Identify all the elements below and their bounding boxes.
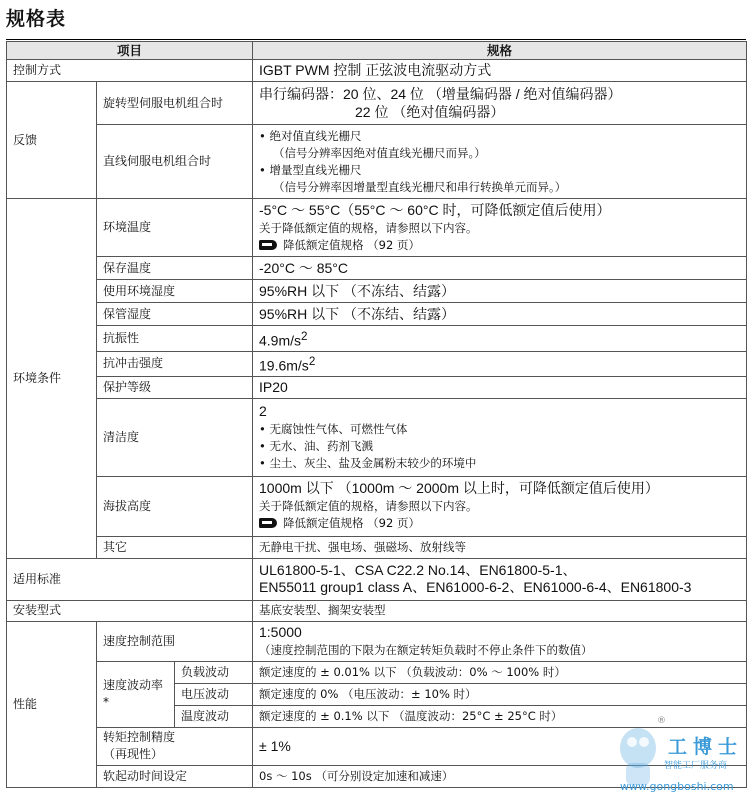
header-spec: 规格 — [253, 42, 747, 60]
speed-fluct-label: 速度波动率 — [103, 678, 164, 693]
sub-label: 保护等级 — [97, 376, 253, 398]
reference-line — [259, 238, 420, 252]
row-label: 性能 — [7, 621, 97, 787]
vibration-value: 4.9m/s — [259, 332, 302, 349]
sub-label: 保管湿度 — [97, 303, 253, 326]
reference-text: 降低额定值规格 （92 页） — [283, 237, 420, 252]
spec-table — [6, 41, 747, 788]
shock-value: 19.6m/s — [259, 357, 309, 374]
superscript: 2 — [301, 329, 308, 343]
bullet-line: • 无腐蚀性气体、可燃性气体 — [259, 421, 408, 436]
note-line: （信号分辨率因增量型直线光栅尺和串行转换单元而异。） — [273, 179, 567, 194]
pointing-hand-icon — [259, 240, 277, 250]
row-value: 额定速度的 0% （电压波动：± 10% 时） — [253, 683, 747, 705]
table-row — [7, 199, 747, 257]
row-value: 0s ～ 10s （可分别设定加速和减速） — [253, 765, 747, 787]
table-row — [7, 125, 747, 199]
value-line: 串行编码器：20 位、24 位 （增量编码器 / 绝对值编码器） — [259, 85, 622, 102]
value-line: 1:5000 — [259, 623, 302, 640]
value-line: 1000m 以下 （1000m ～ 2000m 以上时，可降低额定值后使用） — [259, 480, 659, 497]
superscript: 2 — [308, 355, 316, 368]
sub-label: 保存温度 — [97, 257, 253, 280]
table-header — [7, 42, 747, 60]
row-value — [253, 558, 747, 600]
note-line: 关于降低额定值的规格，请参照以下内容。 — [259, 220, 478, 235]
row-label: 反馈 — [7, 82, 97, 199]
sub-label: 环境温度 — [97, 199, 253, 257]
sub-sub-label: 温度波动 — [175, 705, 253, 727]
table-row — [7, 82, 747, 125]
table-row — [7, 536, 747, 558]
table-row — [7, 398, 747, 476]
bullet-line: • 增量型直线光栅尺 — [259, 162, 362, 177]
top-rule — [6, 39, 746, 40]
table-row — [7, 280, 747, 303]
table-row — [7, 476, 747, 536]
sub-label: 使用环境湿度 — [97, 280, 253, 303]
sub-label — [97, 727, 253, 765]
table-row — [7, 60, 747, 82]
header-item: 项目 — [7, 42, 253, 60]
row-value: 基底安装型、搁架安装型 — [253, 600, 747, 621]
row-label: 安装型式 — [7, 600, 253, 621]
sub-label: 抗振性 — [97, 326, 253, 352]
row-value — [253, 326, 747, 352]
note-line: （信号分辨率因绝对值直线光栅尺而异。） — [273, 145, 486, 160]
row-value: 额定速度的 ± 0.01% 以下 （负载波动：0% ～ 100% 时） — [253, 661, 747, 683]
bullet-line: • 无水、油、药剂飞溅 — [259, 438, 373, 453]
sub-label: 速度控制范围 — [97, 621, 253, 661]
table-row — [7, 352, 747, 377]
row-value — [253, 125, 747, 199]
row-value — [253, 352, 747, 377]
table-row — [7, 257, 747, 280]
row-value — [253, 199, 747, 257]
table-row — [7, 326, 747, 352]
sub-sub-label: 负载波动 — [175, 661, 253, 683]
pointing-hand-icon — [259, 518, 277, 528]
row-value — [253, 82, 747, 125]
row-value: 无静电干扰、强电场、强磁场、放射线等 — [253, 536, 747, 558]
sub-label: 旋转型伺服电机组合时 — [97, 82, 253, 125]
value-line: 2 — [259, 402, 267, 419]
row-value: 95%RH 以下 （不冻结、结露） — [253, 303, 747, 326]
watermark-name: 工博士 — [668, 736, 744, 758]
bullet-line: • 尘土、灰尘、盐及金属粉末较少的环境中 — [259, 455, 477, 470]
table-row — [7, 376, 747, 398]
sub-label: 海拔高度 — [97, 476, 253, 536]
table-row — [7, 621, 747, 661]
row-label: 适用标准 — [7, 558, 253, 600]
watermark-url: www.gongboshi.com — [620, 780, 734, 793]
row-label: 控制方式 — [7, 60, 253, 82]
table-row — [7, 303, 747, 326]
row-value: IGBT PWM 控制 正弦波电流驱动方式 — [253, 60, 747, 82]
value-line: -5°C ～ 55°C（55°C ～ 60°C 时，可降低额定值后使用） — [259, 201, 611, 218]
note-line: 关于降低额定值的规格，请参照以下内容。 — [259, 499, 478, 514]
sub-label: 其它 — [97, 536, 253, 558]
row-value — [253, 398, 747, 476]
sub-label — [97, 661, 175, 727]
watermark-tagline: 智能工厂服务商 — [664, 761, 728, 771]
table-row — [7, 558, 747, 600]
row-value: 95%RH 以下 （不冻结、结露） — [253, 280, 747, 303]
row-value — [253, 476, 747, 536]
page-title: 规格表 — [6, 8, 67, 30]
row-value: -20°C ～ 85°C — [253, 257, 747, 280]
row-label: 环境条件 — [7, 199, 97, 559]
torque-label: 转矩控制精度 — [103, 730, 176, 745]
torque-label-note: （再现性） — [103, 747, 164, 762]
value-line: UL61800-5-1、CSA C22.2 No.14、EN61800-5-1、 — [259, 562, 577, 579]
watermark-reg: ® — [657, 716, 666, 726]
row-value: ± 1% — [253, 727, 747, 765]
sub-label: 清洁度 — [97, 398, 253, 476]
reference-line — [259, 516, 420, 530]
sub-label: 抗冲击强度 — [97, 352, 253, 377]
table-row — [7, 661, 747, 683]
row-value: 额定速度的 ± 0.1% 以下 （温度波动：25°C ± 25°C 时） — [253, 705, 747, 727]
note-line: （速度控制范围的下限为在额定转矩负载时不停止条件下的数值） — [259, 642, 593, 657]
sub-label: 软起动时间设定 — [97, 765, 253, 787]
sub-label: 直线伺服电机组合时 — [97, 125, 253, 199]
sub-sub-label: 电压波动 — [175, 683, 253, 705]
value-line: 22 位 （绝对值编码器） — [355, 103, 505, 120]
bullet-line: • 绝对值直线光栅尺 — [259, 128, 362, 143]
row-value: IP20 — [253, 376, 747, 398]
footnote-mark: * — [103, 695, 109, 710]
reference-text: 降低额定值规格 （92 页） — [283, 516, 420, 531]
value-line: EN55011 group1 class A、EN61000-6-2、EN61000-6-4、EN61800-3 — [259, 579, 692, 596]
row-value — [253, 621, 747, 661]
table-row — [7, 600, 747, 621]
